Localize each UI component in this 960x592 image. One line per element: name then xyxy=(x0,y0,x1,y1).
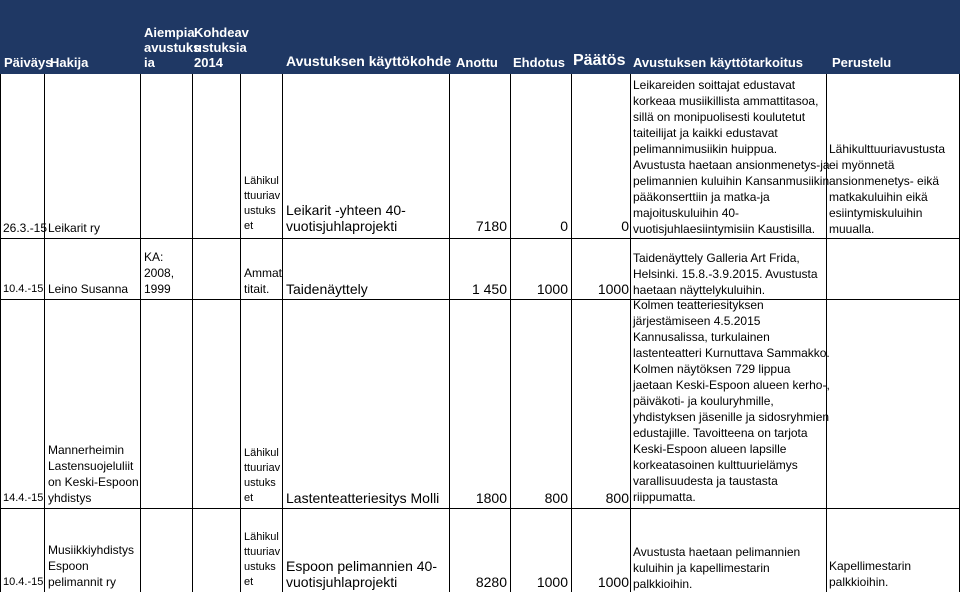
cell-decision: 0 xyxy=(621,218,629,234)
cell-date: 10.4.-15 xyxy=(3,283,44,295)
grid-line xyxy=(140,74,141,592)
cell-applicant: Mannerheimin Lastensuojeluliit on Keski-Espoon yhdistys xyxy=(48,443,139,505)
header-applicant: Hakija xyxy=(50,55,89,70)
cell-decision: 1000 xyxy=(597,281,629,297)
cell-purpose: Kolmen teatteriesityksen järjestämiseen 4.5.2015 Kannusalissa, turkulainen lastenteatteri Kurnuttava Sammakko. Kolmen näytöksen 729 lippua jaetaan Keski-Espoon alueen kerho-, päiväkoti- ja kouluryhmille, yhdistyksen jäsenille ja sidosryhmien edustajille. Tavoitteena on tarjota Keski-Espoon alueen lapsille korkeatasoinen kulttuurielämys varallisuudesta ja taustasta riippumatta. xyxy=(633,298,830,504)
grid-line xyxy=(449,74,450,592)
cell-proposal: 1000 xyxy=(536,281,568,297)
cell-target: Lähikul ttuuriav ustuks et xyxy=(244,175,281,232)
cell-applicant: Leikarit ry xyxy=(48,221,101,235)
cell-applied: 7180 xyxy=(475,218,507,234)
cell-date: 26.3.-15 xyxy=(3,221,48,235)
row-divider xyxy=(0,508,960,509)
header-purpose: Avustuksen käyttötarkoitus xyxy=(633,55,804,70)
cell-applied: 1800 xyxy=(475,490,507,506)
cell-usage: Taidenäyttely xyxy=(286,281,368,297)
cell-proposal: 800 xyxy=(544,490,568,506)
cell-usage: Lastenteatteriesitys Molli xyxy=(286,490,440,506)
cell-target: Lähikul ttuuriav ustuks et xyxy=(244,531,281,588)
cell-date: 10.4.-15 xyxy=(3,576,44,588)
cell-target: Ammat titait. xyxy=(244,266,283,296)
cell-proposal: 0 xyxy=(560,218,568,234)
grid-line xyxy=(510,74,511,592)
cell-decision: 800 xyxy=(605,490,629,506)
header-target: Kohdeav ustuksia 2014 xyxy=(194,25,249,70)
cell-proposal: 1000 xyxy=(536,574,568,590)
cell-previous: KA: 2008, 1999 xyxy=(144,250,175,296)
header-decision: Päätös xyxy=(573,52,626,69)
table-header xyxy=(0,0,960,74)
cell-target: Lähikul ttuuriav ustuks et xyxy=(244,447,281,504)
grid-line xyxy=(192,74,193,592)
cell-purpose: Avustusta haetaan pelimannien kuluihin ja kapellimestarin palkkioihin. xyxy=(633,545,801,591)
cell-reason: Lähikulttuuriavustusta ei myönnetä ansionmenetys- eikä matkakuluihin eikä esiintymiskuluihin muualla. xyxy=(829,142,946,236)
header-previous: Aiempia avustuks ia xyxy=(144,25,201,70)
header-applied: Anottu xyxy=(456,55,498,70)
grid-line xyxy=(0,74,1,592)
row-divider xyxy=(0,238,960,239)
cell-applied: 8280 xyxy=(475,574,507,590)
cell-date: 14.4.-15 xyxy=(3,492,44,504)
cell-purpose: Taidenäyttely Galleria Art Frida, Helsinki. 15.8.-3.9.2015. Avustusta haetaan näyttelykuluihin. xyxy=(633,251,818,297)
header-usage: Avustuksen käyttökohde xyxy=(286,53,452,69)
cell-applied: 1 450 xyxy=(471,281,507,297)
grid-line xyxy=(630,74,631,592)
cell-applicant: Musiikkiyhdistys Espoon pelimannit ry xyxy=(48,543,135,589)
cell-purpose: Leikareiden soittajat edustavat korkeaa musiikillista ammattitasoa, sillä on monipuolisesti koulutetut taiteilijat ja kaikki edustavat pelimannimusiikin huippua. Avustusta haetaan ansionmenetys-ja pelimannien kuluihin Kansanmusiikin pääkonserttiin ja matka-ja majoituskuluihin 40- vuotisjuhlaesiintymisiin Kaustisilla. xyxy=(633,78,830,236)
grid-line xyxy=(240,74,241,592)
header-reason: Perustelu xyxy=(832,55,892,70)
grid-line xyxy=(44,74,45,592)
cell-usage: Espoon pelimannien 40- vuotisjuhlaprojekti xyxy=(286,558,437,590)
grid-line xyxy=(571,74,572,592)
grid-line xyxy=(282,74,283,592)
cell-usage: Leikarit -yhteen 40- vuotisjuhlaprojekti xyxy=(286,202,406,234)
cell-applicant: Leino Susanna xyxy=(48,282,129,296)
cell-reason: Kapellimestarin palkkioihin. xyxy=(829,559,912,589)
cell-decision: 1000 xyxy=(597,574,629,590)
header-proposal: Ehdotus xyxy=(513,55,565,70)
header-date: Päiväys xyxy=(4,55,53,70)
